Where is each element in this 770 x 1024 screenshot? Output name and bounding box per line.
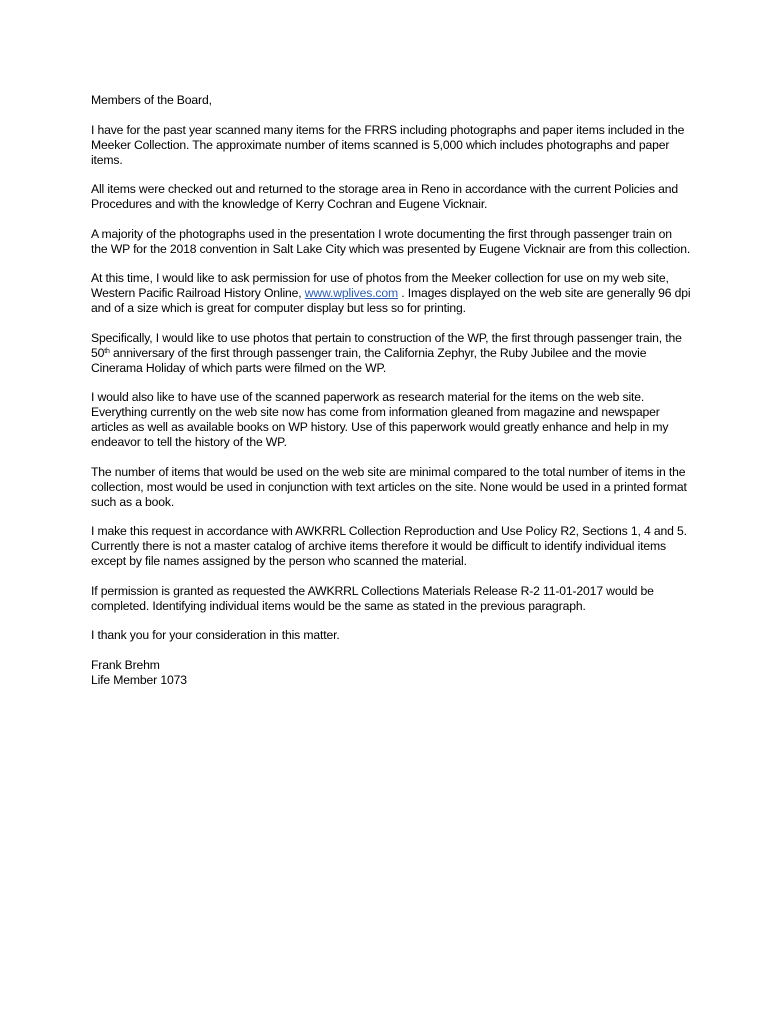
closing-line: I thank you for your consideration in this matter. [91, 628, 340, 642]
signature-block [91, 658, 691, 688]
letter-body [91, 93, 691, 688]
permission-text-end: . Images displayed on the web site are generally 96 dpi and of a size which is great for computer display but less so for printing. [91, 286, 691, 315]
paragraph-paperwork-use: I would also like to have use of the scanned paperwork as research material for the items on the web site. Everything currently on the web site now has come from information gleaned from magazine and newspaper articles as well as available books on WP history. Use of this paperwork would greatly enhance and help in my endeavor to tell the history of the WP. [91, 390, 669, 449]
paragraph-permission-request [91, 271, 691, 316]
signature-title: Life Member 1073 [91, 672, 187, 687]
paragraph-presentation-photos: A majority of the photographs used in the presentation I wrote documenting the first through passenger train on the WP for the 2018 convention in Salt Lake City which was presented by Eugene Vicknair are from this collection. [91, 226, 691, 256]
paragraph-storage-policies: All items were checked out and returned to the storage area in Reno in accordance with the current Policies and Procedures and with the knowledge of Kerry Cochran and Eugene Vicknair. [91, 182, 678, 211]
paragraph-release-form: If permission is granted as requested the AWKRRL Collections Materials Release R-2 11-01-2017 would be completed. Identifying individual items would be the same as stated in the previous paragraph. [91, 583, 654, 613]
paragraph-number-of-items: The number of items that would be used on the web site are minimal compared to the total number of items in the collection, most would be used in conjunction with text articles on the site. None would be used in a printed format such as a book. [91, 464, 687, 509]
specific-photos-text-end: anniversary of the first through passenger train, the California Zephyr, the Ruby Jubilee and the movie Cinerama Holiday of which parts were filmed on the WP. [91, 345, 647, 375]
signature-name: Frank Brehm [91, 657, 160, 672]
paragraph-specific-photos [91, 331, 691, 376]
ordinal-superscript: th [104, 347, 110, 355]
permission-text-start: At this time, I would like to ask permission for use of photos from the Meeker collection for use on my web site, Western Pacific Railroad History Online, [91, 271, 669, 300]
specific-photos-text-start: Specifically, I would like to use photos that pertain to construction of the WP, the first through passenger train, the 50 [91, 330, 682, 360]
salutation: Members of the Board, [91, 93, 212, 107]
website-link[interactable]: www.wplives.com [304, 286, 399, 300]
paragraph-policy-reference: I make this request in accordance with AWKRRL Collection Reproduction and Use Policy R2, Sections 1, 4 and 5. Currently there is not a master catalog of archive items therefore it would be difficult to identify individual items except by file names assigned by the person who scanned the material. [91, 524, 687, 568]
paragraph-scanned-items: I have for the past year scanned many items for the FRRS including photographs and paper items included in the Meeker Collection. The approximate number of items scanned is 5,000 which includes photographs and paper items. [91, 122, 685, 167]
